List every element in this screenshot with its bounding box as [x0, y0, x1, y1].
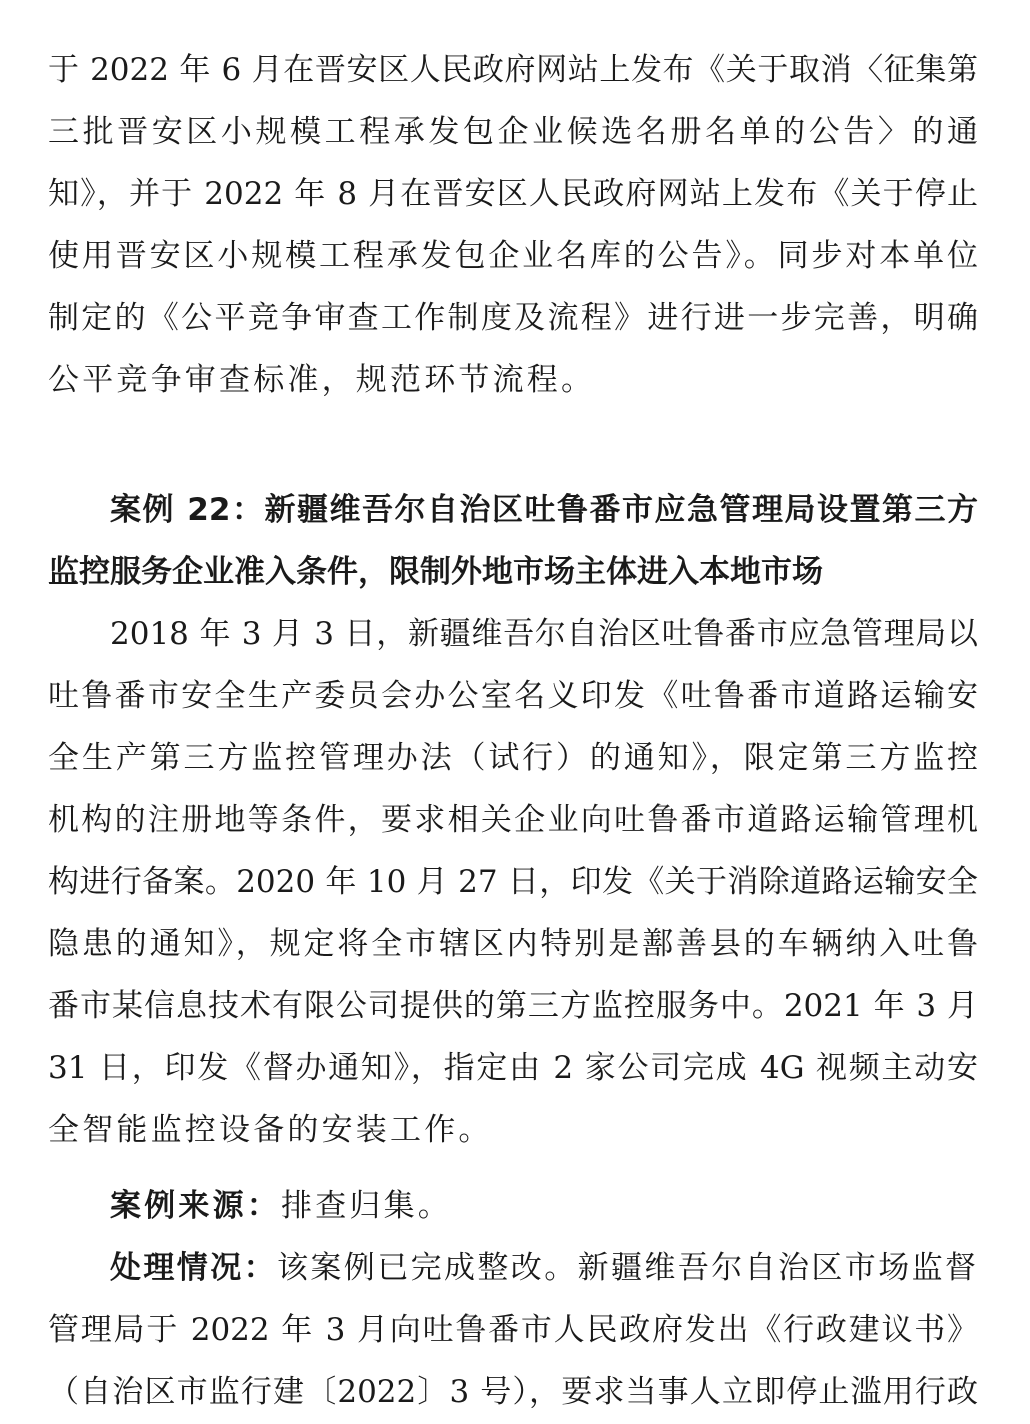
handling-value: 该案例已完成整改。新疆维吾尔自治区市场监督 — [277, 1250, 979, 1286]
case-heading-line: 监控服务企业准入条件，限制外地市场主体进入本地市场 — [48, 554, 823, 590]
body-text-line: 吐鲁番市安全生产委员会办公室名义印发《吐鲁番市道路运输安 — [48, 678, 978, 714]
body-text-line: 三批晋安区小规模工程承发包企业候选名册名单的公告〉的通 — [48, 114, 978, 150]
body-text-line: 隐患的通知》，规定将全市辖区内特别是鄯善县的车辆纳入吐鲁 — [48, 926, 978, 962]
body-text-line: 番市某信息技术有限公司提供的第三方监控服务中。2021 年 3 月 — [48, 988, 978, 1024]
body-text-line: 使用晋安区小规模工程承发包企业名库的公告》。同步对本单位 — [48, 238, 978, 274]
case-source-label: 案例来源： — [110, 1188, 281, 1224]
body-text-line: 构进行备案。2020 年 10 月 27 日，印发《关于消除道路运输安全 — [48, 864, 978, 900]
handling-first-line — [110, 1248, 978, 1288]
body-text-line: 管理局于 2022 年 3 月向吐鲁番市人民政府发出《行政建议书》 — [48, 1312, 978, 1348]
body-text-line: 知》，并于 2022 年 8 月在晋安区人民政府网站上发布《关于停止 — [48, 176, 978, 212]
case-source — [110, 1186, 452, 1226]
case-heading-line: 案例 22：新疆维吾尔自治区吐鲁番市应急管理局设置第三方 — [110, 492, 978, 528]
body-text-line: 全智能监控设备的安装工作。 — [48, 1112, 493, 1148]
body-text-line: 于 2022 年 6 月在晋安区人民政府网站上发布《关于取消〈征集第 — [48, 52, 978, 88]
body-text-line: 公平竞争审查标准，规范环节流程。 — [48, 362, 596, 398]
body-text-line: 机构的注册地等条件，要求相关企业向吐鲁番市道路运输管理机 — [48, 802, 978, 838]
case-source-value: 排查归集。 — [281, 1188, 452, 1224]
body-text-line: （自治区市监行建〔2022〕3 号），要求当事人立即停止滥用行政 — [48, 1374, 978, 1410]
body-text-line: 全生产第三方监控管理办法（试行）的通知》，限定第三方监控 — [48, 740, 978, 776]
body-text-line: 2018 年 3 月 3 日，新疆维吾尔自治区吐鲁番市应急管理局以 — [110, 616, 978, 652]
body-text-line: 制定的《公平竞争审查工作制度及流程》进行进一步完善，明确 — [48, 300, 978, 336]
body-text-line: 31 日，印发《督办通知》，指定由 2 家公司完成 4G 视频主动安 — [48, 1050, 978, 1086]
handling-label: 处理情况： — [110, 1250, 277, 1286]
